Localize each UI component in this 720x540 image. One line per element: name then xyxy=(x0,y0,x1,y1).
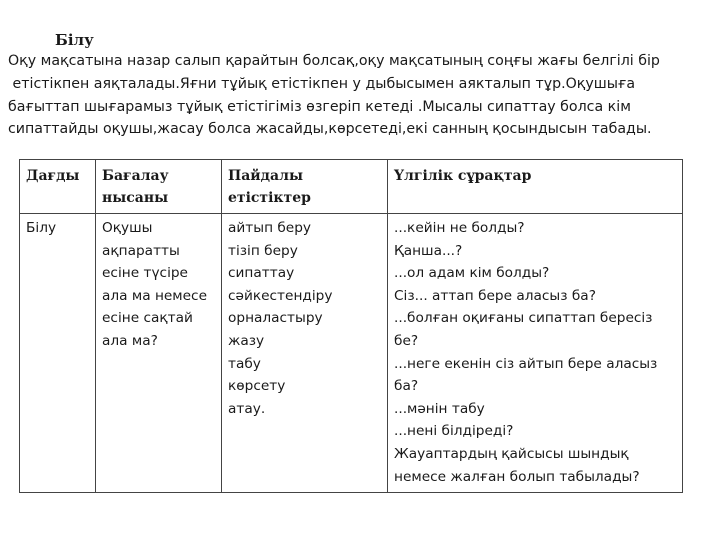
intro-line: сипаттайды оқушы,жасау болса жасайды,көрсетеді,екі санның қосындысын табады. xyxy=(8,121,652,138)
intro-line: бағыттап шығарамыз тұйық етістігіміз өзгеріп кетеді .Мысалы сипаттау болса кім xyxy=(8,98,631,115)
intro-line: Оқу мақсатына назар салып қарайтын болсақ,оқу мақсатының соңғы жағы белгілі бір xyxy=(8,53,660,69)
intro-line: етістікпен аяқталады.Яғни тұйық етістікпен у дыбысымен аякталып тұр.Оқушыға xyxy=(8,75,636,92)
intro-paragraph xyxy=(8,50,716,141)
header-skill: Дағды xyxy=(20,160,96,214)
skills-table xyxy=(19,159,683,493)
cell-assessment: Оқушы ақпаратты есіне түсіре ала ма немесе есіне сақтай ала ма? xyxy=(96,214,222,493)
cell-verbs: айтып беру тізіп беру сипаттау сәйкестендіру орналастыру жазу табу көрсету атау. xyxy=(222,214,388,493)
cell-questions: ...кейін не болды? Қанша...? ...ол адам кім болды? Сіз... аттап бере аласыз ба? ...болған оқиғаны сипаттап бересіз бе? ...неге екенін сіз айтып бере аласыз ба? ...мәнін табу ...нені білдіреді? Жауаптардың қайсысы шындық немесе жалған болып табылады? xyxy=(388,214,683,493)
header-verbs: Пайдалы етістіктер xyxy=(222,160,388,214)
cell-skill: Білу xyxy=(20,214,96,493)
header-assessment: Бағалау нысаны xyxy=(96,160,222,214)
table-row xyxy=(20,214,683,493)
section-title: Білу xyxy=(55,31,94,49)
table-header-row xyxy=(20,160,683,214)
header-questions: Үлгілік сұрақтар xyxy=(388,160,683,214)
